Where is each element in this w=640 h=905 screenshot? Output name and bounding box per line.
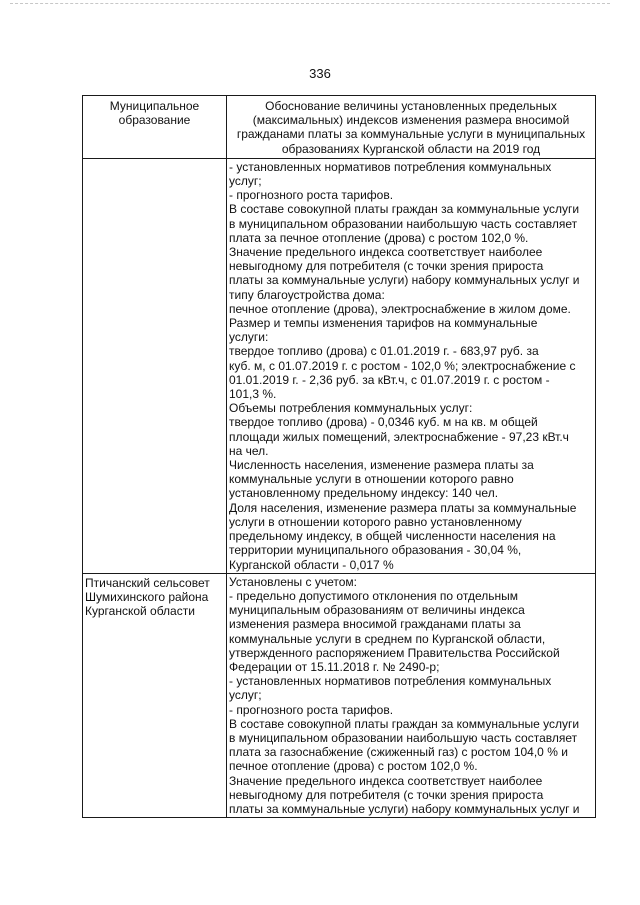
- justification-cell: Установлены с учетом: - предельно допустимого отклонения по отдельным муниципальным образованиям от величины индекса изменения размера вносимой гражданами платы за коммунальные услуги в среднем по Курганской области, утвержденного распоряжением Правительства Российской Федерации от 15.11.2018 г. № 2490-р; - установленных нормативов потребления коммунальных услуг; - прогнозного роста тарифов. В составе совокупной платы граждан за коммунальные услуги в муниципальном образовании наибольшую часть составляет плата за газоснабжение (сжиженный газ) с ростом 104,0 % и печное отопление (дрова) с ростом 102,0 %. Значение предельного индекса соответствует наиболее невыгодному для потребителя (с точки зрения прироста платы за коммунальные услуги) набору коммунальных услуг и: [227, 573, 596, 817]
- justification-cell: - установленных нормативов потребления коммунальных услуг; - прогнозного роста тарифов. В составе совокупной платы граждан за коммунальные услуги в муниципальном образовании наибольшую часть составляет плата за печное отопление (дрова) с ростом 102,0 %. Значение предельного индекса соответствует наиболее невыгодному для потребителя (с точки зрения прироста платы за коммунальные услуги) набору коммунальных услуг и типу благоустройства дома: печное отопление (дрова), электроснабжение в жилом доме. Размер и темпы изменения тарифов на коммунальные услуги: твердое топливо (дрова) с 01.01.2019 г. - 683,97 руб. за куб. м, с 01.07.2019 г. с ростом - 102,0 %; электроснабжение с 01.01.2019 г. - 2,36 руб. за кВт.ч, с 01.07.2019 г. с ростом - 101,3 %. Объемы потребления коммунальных услуг: твердое топливо (дрова) - 0,0346 куб. м на кв. м общей площади жилых помещений, электроснабжение - 97,23 кВт.ч на чел. Численность населения, изменение размера платы за коммунальные услуги в отношении которого равно установленному предельному индексу: 140 чел. Доля населения, изменение размера платы за коммунальные услуги в отношении которого равно установленному предельному индексу, в общей численности населения на территории муниципального образования - 30,04 %, Курганской области - 0,017 %: [227, 158, 596, 573]
- municipality-cell: [83, 158, 227, 573]
- scan-artifact-line: [10, 3, 610, 6]
- header-justification: Обоснование величины установленных предельных (максимальных) индексов изменения размера вносимой гражданами платы за коммунальные услуги в муниципальных образованиях Курганской области на 2019 год: [227, 96, 596, 159]
- table-row: [83, 158, 596, 573]
- header-municipality: Муниципальное образование: [83, 96, 227, 159]
- table-header-row: [83, 96, 596, 159]
- table-row: [83, 573, 596, 817]
- municipality-cell: Птичанский сельсовет Шумихинского района Курганской области: [83, 573, 227, 817]
- tariff-justification-table: [82, 95, 596, 818]
- page-number: 336: [309, 66, 331, 81]
